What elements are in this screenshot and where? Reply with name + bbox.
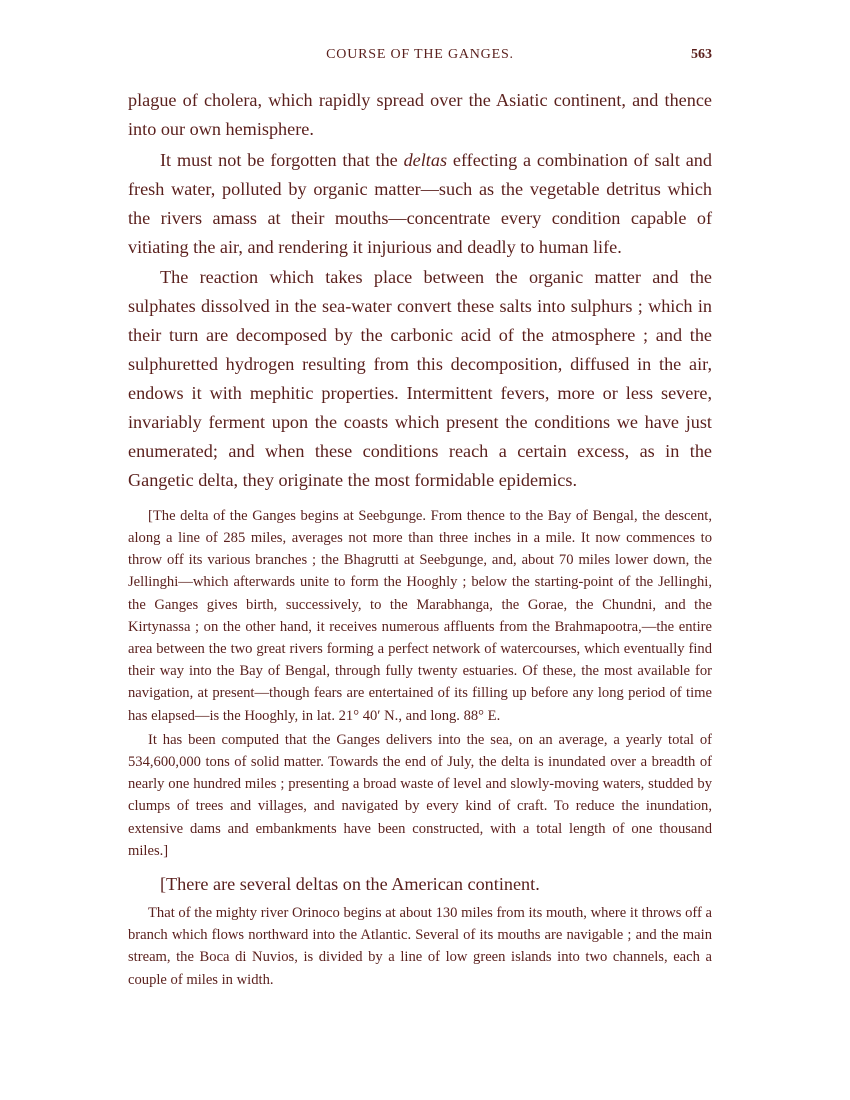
paragraph-american-deltas: [There are several deltas on the American continent. xyxy=(160,873,540,894)
paragraph-orinoco: That of the mighty river Orinoco begins at about 130 miles from its mouth, where it throws off a branch which flows northward into the Atlantic. Several of its mouths are navigable ; and the main stream, the Boca di Nuvios, is divided by a line of low green islands into two channels, each a couple of miles in width. xyxy=(128,904,712,988)
running-head xyxy=(128,44,712,68)
bracketed-note xyxy=(128,505,712,862)
paragraph-cholera: plague of cholera, which rapidly spread over the Asiatic continent, and thence into our own hemisphere. xyxy=(128,90,712,139)
paragraph-deltas xyxy=(128,146,712,262)
page-number: 563 xyxy=(691,47,712,62)
body-text xyxy=(128,86,712,991)
deltas-italic-word: deltas xyxy=(403,149,448,170)
paragraph-deltas-start: It must not be forgotten that the xyxy=(160,149,404,170)
paragraph-reaction: The reaction which takes place between the organic matter and the sulphates dissolved in the sea-water convert these salts into sulphurs ; which in their turn are decomposed by the carbonic acid of the atmosphere ; and the sulphuretted hydrogen resulting from this decomposition, diffused in the air, endows it with mephitic properties. Intermittent fevers, more or less severe, invariably ferment upon the coasts which present the conditions we have just enumerated; and when these conditions reach a certain excess, as in the Gangetic delta, they originate the most formidable epidemics. xyxy=(128,267,712,490)
paragraph-ganges-delta: [The delta of the Ganges begins at Seebgunge. From thence to the Bay of Bengal, the descent, along a line of 285 miles, averages not more than three inches in a mile. It now commences to throw off its various branches ; the Bhagrutti at Seebgunge, and, about 70 miles lower down, the Jellinghi—which afterwards unite to form the Hooghly ; below the starting-point of the Jellinghi, the Ganges gives birth, successively, to the Marabhanga, the Gorae, the Chundni, and the Kirtynassa ; on the other hand, it receives numerous affluents from the Brahmapootra,—the entire area between the two great rivers forming a perfect network of watercourses, which eventually find their way into the Bay of Bengal, through fully twenty estuaries. Of these, the most available for navigation, at present—though fears are entertained of its filling up before any long period of time has elapsed—is the Hooghly, in lat. 21° 40′ N., and long. 88° E. xyxy=(128,507,712,724)
paragraph-deltas-end: effecting a combination of salt and fresh water, polluted by organic matter—such as the vegetable detritus which the rivers amass at their mouths—concentrate every condition capable of vitiating the air, and rendering it injurious and deadly to human life. xyxy=(128,149,712,257)
paragraph-solid-matter: It has been computed that the Ganges delivers into the sea, on an average, a yearly total of 534,600,000 tons of solid matter. Towards the end of July, the delta is inundated over a breadth of nearly one hundred miles ; presenting a broad waste of level and slowly-moving waters, studded by clumps of trees and villages, and navigated by every kind of craft. To reduce the inundation, extensive dams and embankments have been constructed, with a total length of one thousand miles.] xyxy=(128,731,712,859)
running-title: COURSE OF THE GANGES. xyxy=(326,47,514,62)
